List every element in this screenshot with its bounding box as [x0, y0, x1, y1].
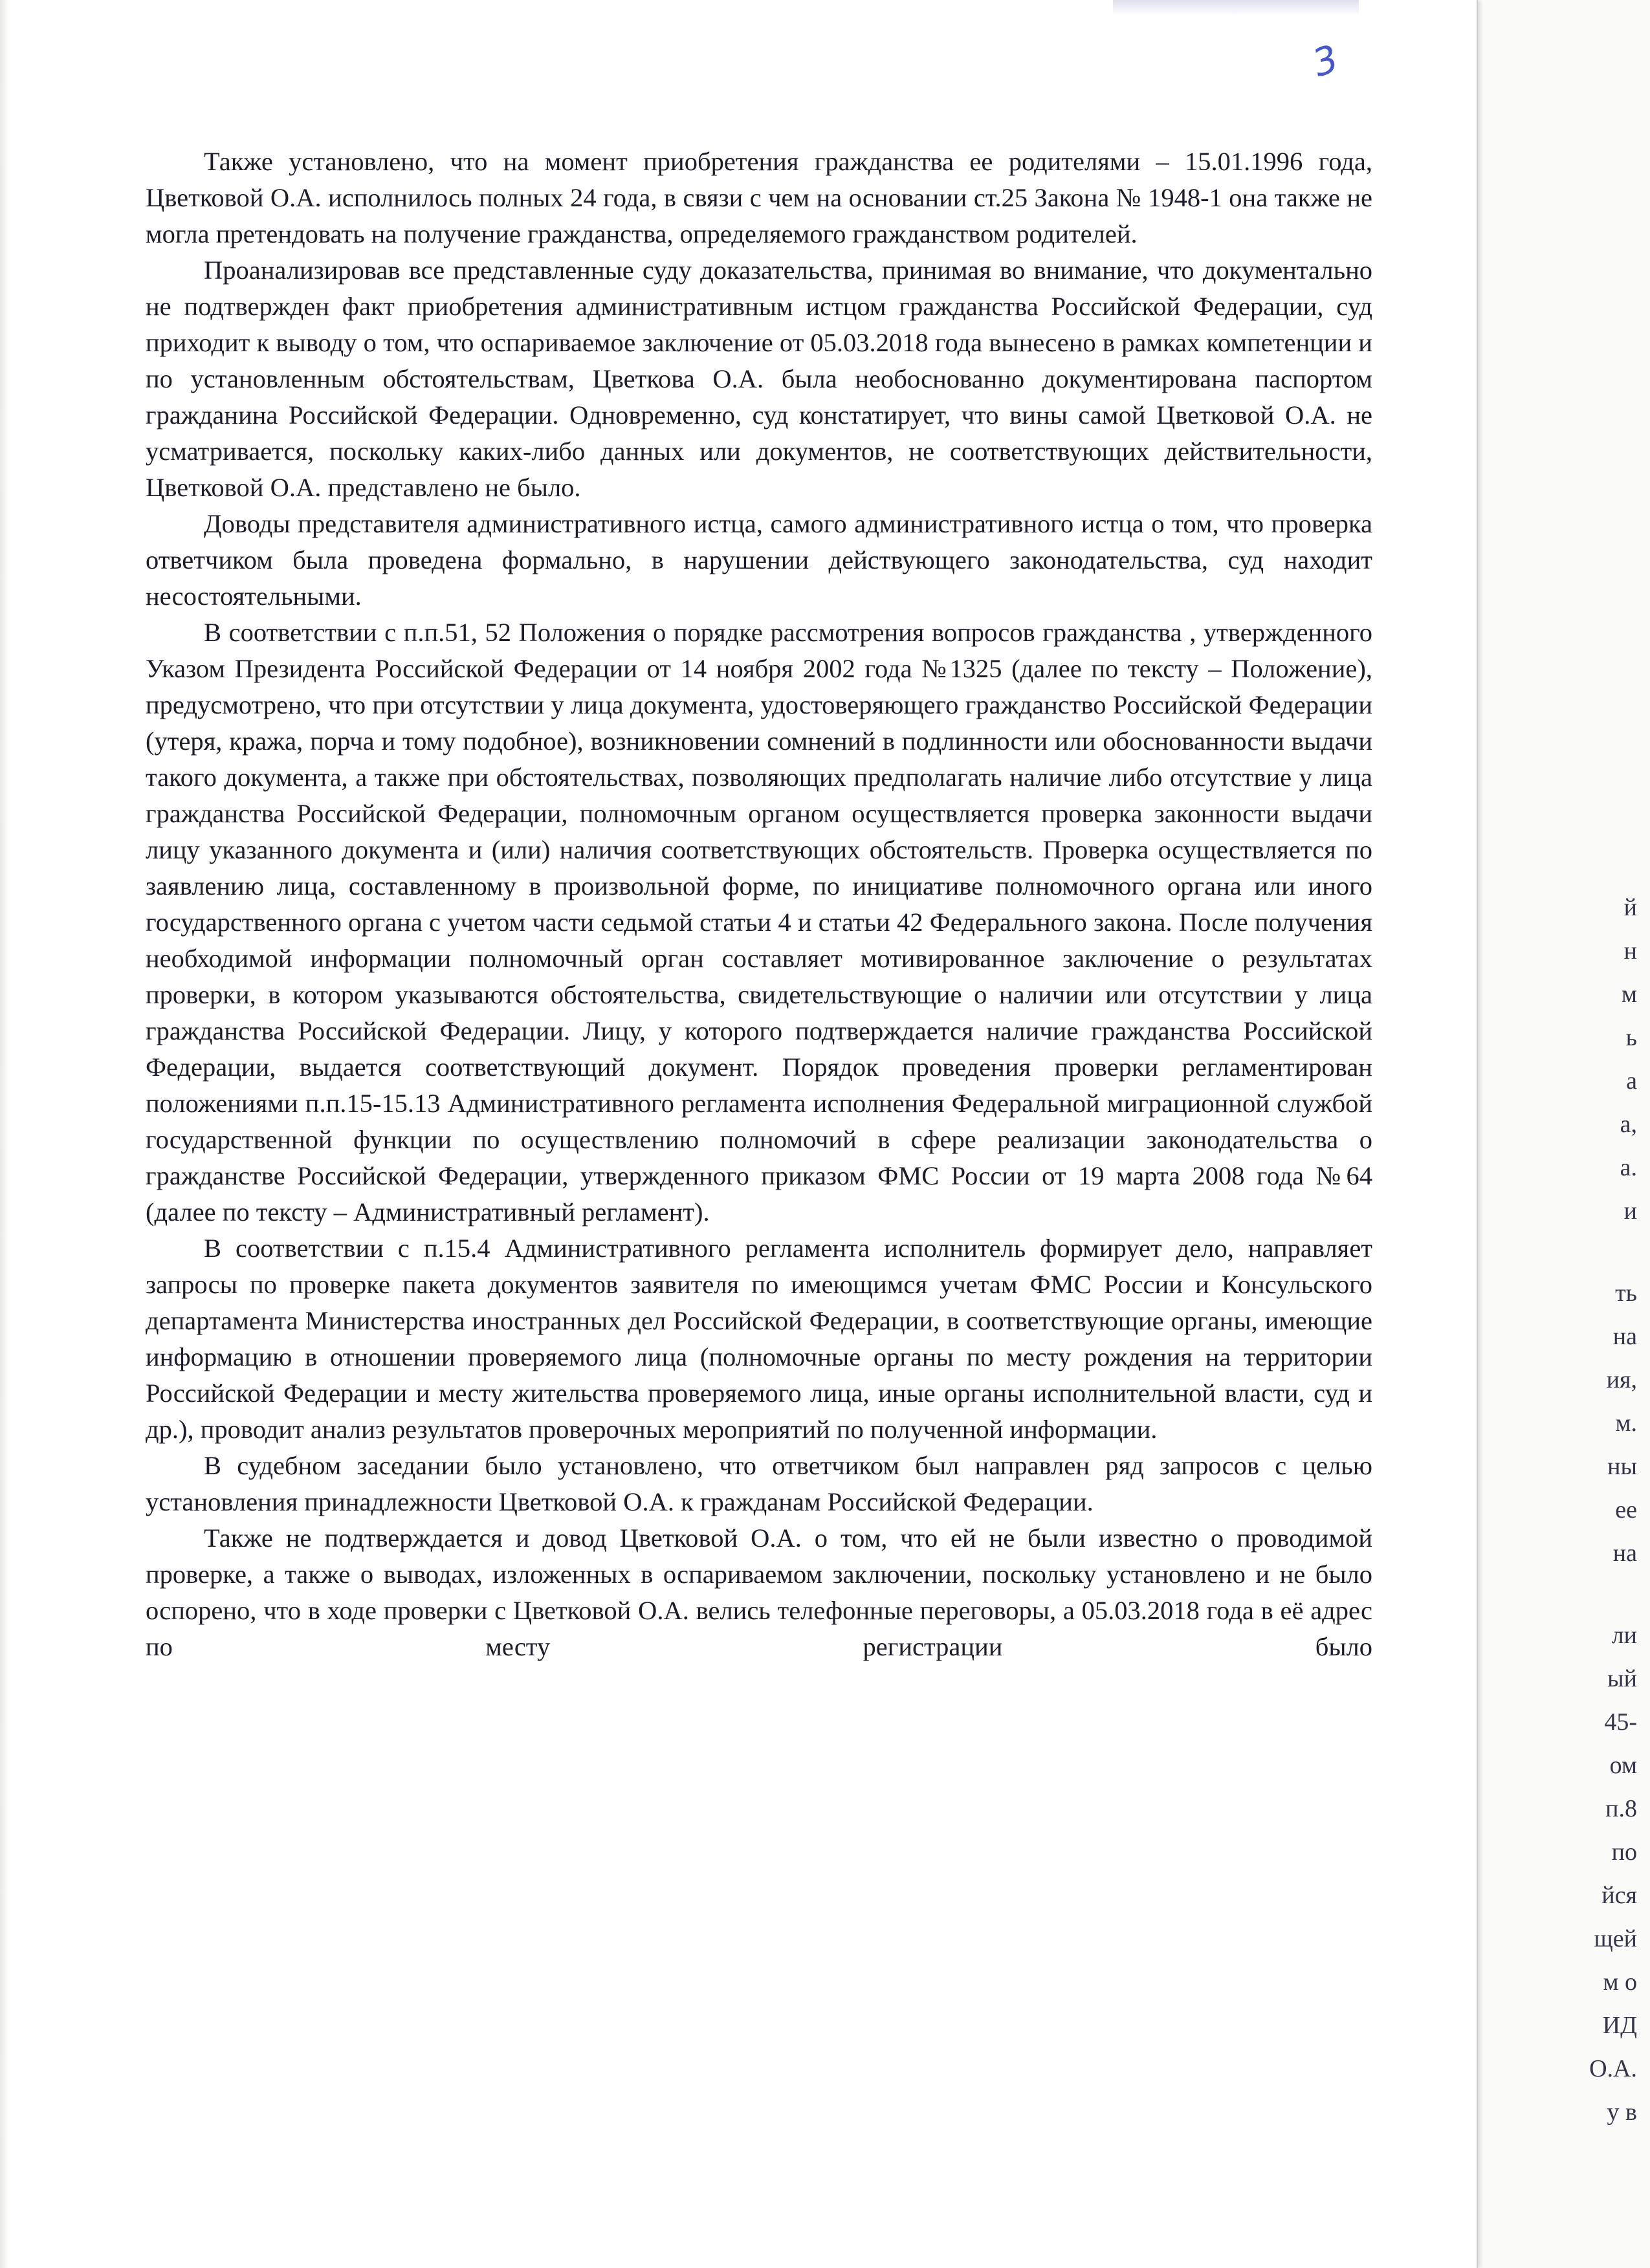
- page-number: 3: [1307, 36, 1344, 86]
- back-page-fragment: и: [1623, 1197, 1637, 1225]
- top-edge-mark: [1113, 0, 1359, 16]
- back-page-fragment: щей: [1594, 1925, 1637, 1952]
- back-page-fragment: м: [1621, 981, 1637, 1008]
- back-page-fragment: а.: [1620, 1154, 1637, 1181]
- back-page-fragment: а: [1626, 1067, 1637, 1095]
- back-page-fragment: ли: [1611, 1622, 1637, 1649]
- paragraph-1: Также установлено, что на момент приобретения гражданства ее родителями – 15.01.1996 года, Цветковой О.А. исполнилось полных 24 года, в связи с чем на основании ст.25 Закона № 1948-1 она также не могла претендовать на получение гражданства, определяемого гражданством родителей.: [146, 147, 1372, 248]
- back-page-fragment: ИД: [1602, 2012, 1637, 2039]
- back-page-fragment: на: [1612, 1540, 1637, 1567]
- back-page-fragment: ны: [1607, 1453, 1637, 1480]
- back-page-fragment: м о: [1603, 1968, 1637, 1996]
- document-body: [146, 144, 1372, 1665]
- back-page-fragment: ия,: [1606, 1366, 1637, 1393]
- back-page-fragment: й: [1623, 894, 1637, 921]
- paragraph-5: В соответствии с п.15.4 Административного регламента исполнитель формирует дело, направляет запросы по проверке пакета документов заявителя по имеющимся учетам ФМС России и Консульского департамента Министерства иностранных дел Российской Федерации, в соответствующие органы, имеющие информацию в отношении проверяемого лица (полномочные органы по месту рождения на территории Российской Федерации и месту жительства проверяемого лица, иные органы исполнительной власти, суд и др.), проводит анализ результатов проверочных мероприятий по полученной информации.: [146, 1234, 1372, 1444]
- back-page-fragment: ее: [1615, 1496, 1637, 1523]
- back-page-fragment: йся: [1601, 1882, 1637, 1909]
- page-edge-shadow: [0, 0, 9, 2268]
- back-page-fragment: на: [1612, 1323, 1637, 1350]
- back-page-fragment: ь: [1625, 1024, 1637, 1051]
- back-page-fragment: у в: [1607, 2099, 1637, 2126]
- paragraph-2: Проанализировав все представленные суду доказательства, принимая во внимание, что документально не подтвержден факт приобретения административным истцом гражданства Российской Федерации, суд приходит к выводу о том, что оспариваемое заключение от 05.03.2018 года вынесено в рамках компетенции и по установленным обстоятельствам, Цветкова О.А. была необоснованно документирована паспортом гражданина Российской Федерации. Одновременно, суд констатирует, что вины самой Цветковой О.А. не усматривается, поскольку каких-либо данных или документов, не соответствующих действительности, Цветковой О.А. представлено не было.: [146, 256, 1372, 502]
- paragraph-6: В судебном заседании было установлено, что ответчиком был направлен ряд запросов с целью установления принадлежности Цветковой О.А. к гражданам Российской Федерации.: [146, 1451, 1372, 1516]
- paragraph-4: В соответствии с п.п.51, 52 Положения о порядке рассмотрения вопросов гражданства , утвержденного Указом Президента Российской Федерации от 14 ноября 2002 года №1325 (далее по тексту – Положение), предусмотрено, что при отсутствии у лица документа, удостоверяющего гражданство Российской Федерации (утеря, кража, порча и тому подобное), возникновении сомнений в подлинности или обоснованности выдачи такого документа, а также при обстоятельствах, позволяющих предполагать наличие либо отсутствие у лица гражданства Российской Федерации, полномочным органом осуществляется проверка законности выдачи лицу указанного документа и (или) наличия соответствующих обстоятельств. Проверка осуществляется по заявлению лица, составленному в произвольной форме, по инициативе полномочного органа или иного государственного органа с учетом части седьмой статьи 4 и статьи 42 Федерального закона. После получения необходимой информации полномочный орган составляет мотивированное заключение о результатах проверки, в котором указываются обстоятельства, свидетельствующие о наличии или отсутствии у лица гражданства Российской Федерации. Лицу, у которого подтверждается наличие гражданства Российской Федерации, выдается соответствующий документ. Порядок проведения проверки регламентирован положениями п.п.15-15.13 Административного регламента исполнения Федеральной миграционной службой государственной функции по осуществлению полномочий в сфере реализации законодательства о гражданстве Российской Федерации, утвержденного приказом ФМС России от 19 марта 2008 года №64 (далее по тексту – Административный регламент).: [146, 618, 1372, 1227]
- back-page-fragment: м.: [1615, 1410, 1637, 1437]
- back-page-fragment: а,: [1620, 1111, 1637, 1138]
- back-page-fragment: по: [1611, 1838, 1637, 1866]
- back-page-fragment: ом: [1609, 1752, 1637, 1779]
- back-page-fragment: п.8: [1605, 1795, 1637, 1822]
- back-page-fragment: 45-: [1604, 1708, 1637, 1736]
- back-page-text-fragments: [1482, 886, 1637, 2134]
- back-page-fragment: О.А.: [1589, 2055, 1637, 2082]
- paragraph-7: Также не подтверждается и довод Цветковой О.А. о том, что ей не были известно о проводимой проверке, а также о выводах, изложенных в оспариваемом заключении, поскольку установлено и не было оспорено, что в ходе проверки с Цветковой О.А. велись телефонные переговоры, а 05.03.2018 года в её адрес по месту регистрации было: [146, 1523, 1372, 1661]
- paragraph-3: Доводы представителя административного истца, самого административного истца о том, что проверка ответчиком была проведена формально, в нарушении действующего законодательства, суд находит несостоятельными.: [146, 509, 1372, 611]
- back-page-fragment: н: [1623, 937, 1637, 965]
- back-page-fragment: ый: [1607, 1665, 1637, 1692]
- back-page-fragment: ть: [1615, 1280, 1637, 1307]
